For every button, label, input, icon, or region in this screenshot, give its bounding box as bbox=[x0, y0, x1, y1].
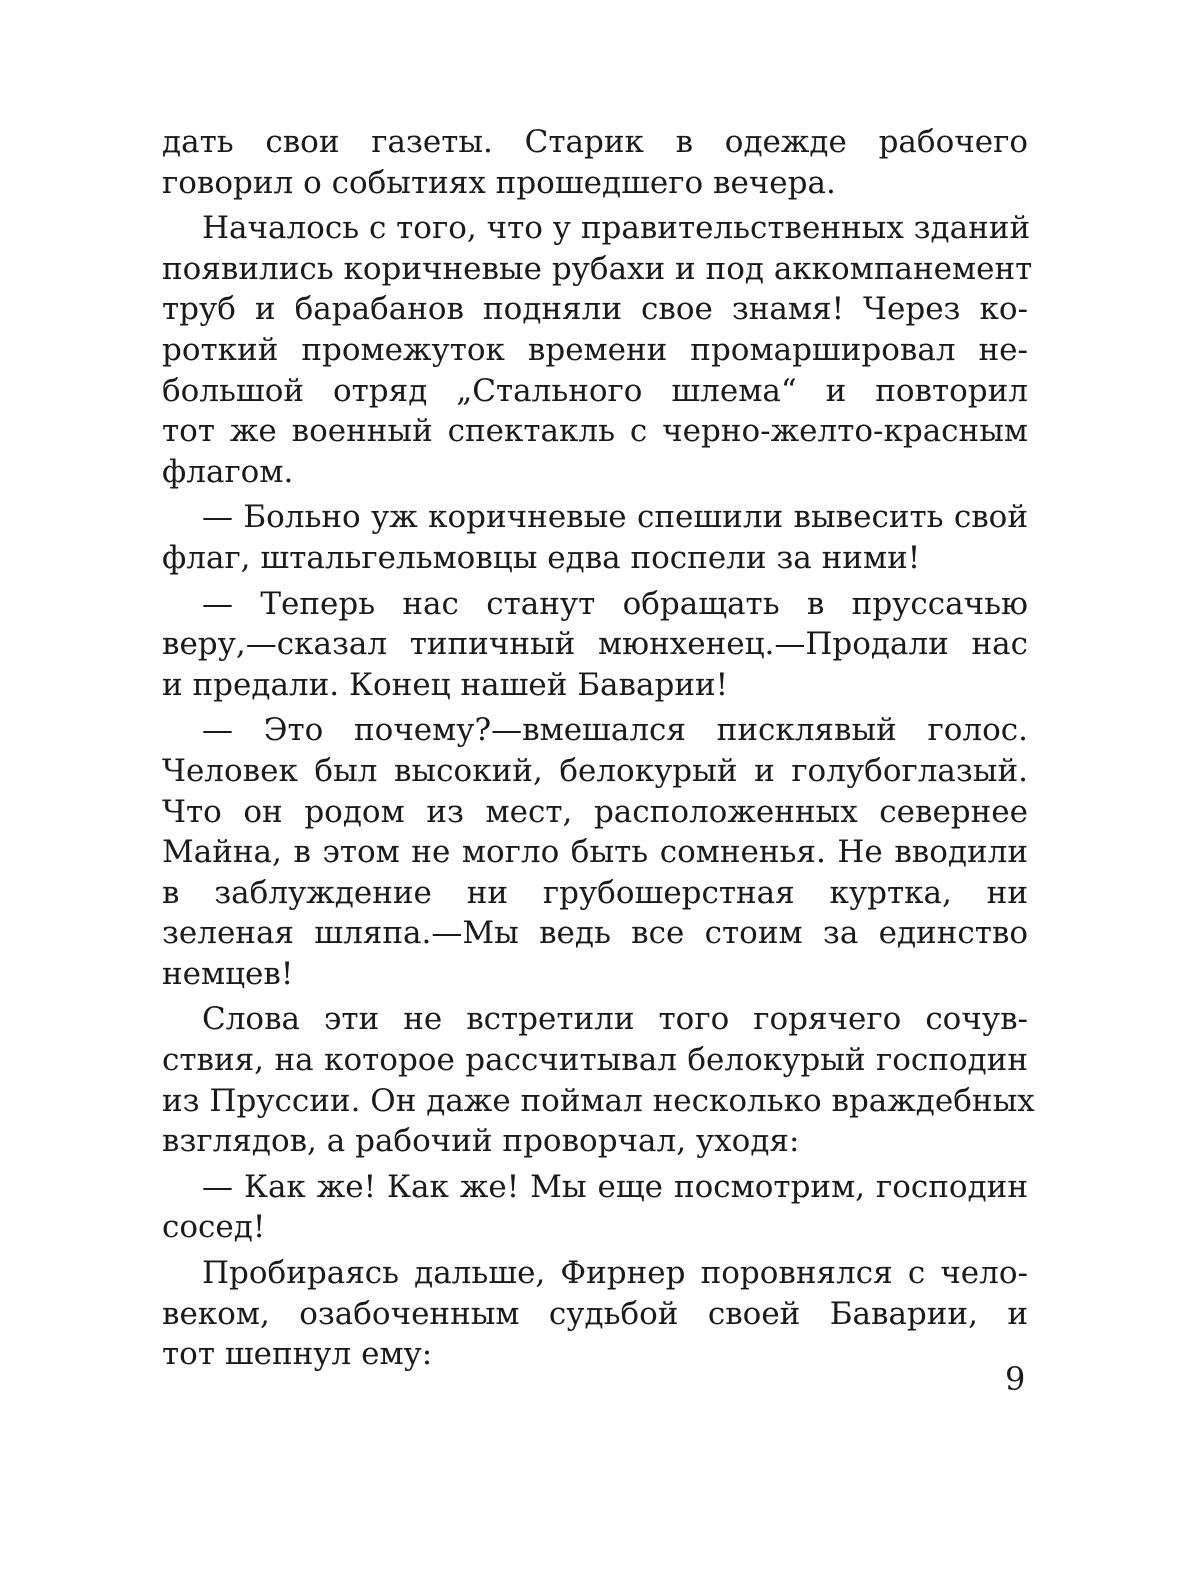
text-line: Что он родом из мест, расположенных севернее bbox=[162, 793, 1028, 830]
text-line: из Пруссии. Он даже поймал несколько враждебных bbox=[162, 1082, 1035, 1119]
text-line: веком, озабоченным судьбой своей Баварии, и bbox=[162, 1295, 1028, 1332]
text-line: в заблуждение ни грубошерстная куртка, ни bbox=[162, 874, 1028, 911]
text-line: взглядов, а рабочий проворчал, уходя: bbox=[162, 1123, 800, 1160]
text-line: немцев! bbox=[162, 955, 294, 992]
text-line: большой отряд „Стального шлема“ и повторил bbox=[162, 372, 1028, 409]
text-line: Слова эти не встретили того горячего сочув- bbox=[202, 1001, 1028, 1038]
text-line: Пробираясь дальше, Фирнер поровнялся с чело- bbox=[202, 1255, 1028, 1292]
text-line: флаг, штальгельмовцы едва поспели за ними! bbox=[162, 539, 921, 576]
text-line: — Это почему?—вмешался писклявый голос. bbox=[202, 712, 1028, 749]
text-line: ствия, на которое рассчитывал белокурый господин bbox=[162, 1042, 1028, 1079]
paragraph bbox=[162, 208, 1033, 492]
paragraph bbox=[162, 1253, 1028, 1375]
text-line: — Больно уж коричневые спешили вывесить свой bbox=[202, 499, 1028, 536]
text-line: и предали. Конец нашей Баварии! bbox=[162, 666, 729, 703]
text-line: флагом. bbox=[162, 453, 294, 490]
text-line: Майна, в этом не могло быть сомненья. Не вводили bbox=[162, 834, 1028, 871]
text-line: — Как же! Как же! Мы еще посмотрим, господин bbox=[202, 1168, 1028, 1205]
paragraph bbox=[162, 710, 1028, 994]
paragraph bbox=[162, 122, 1028, 203]
body-text bbox=[162, 122, 1035, 1375]
text-line: говорил о событиях прошедшего вечера. bbox=[162, 164, 836, 201]
paragraph bbox=[162, 584, 1028, 706]
paragraph bbox=[162, 1167, 1028, 1248]
paragraph bbox=[162, 497, 1028, 578]
text-line: веру,—сказал типичный мюнхенец.—Продали нас bbox=[162, 626, 1028, 663]
text-line: — Теперь нас станут обращать в пруссачью bbox=[202, 585, 1028, 622]
page-number: 9 bbox=[1005, 1360, 1026, 1398]
text-line: появились коричневые рубахи и под аккомпанемент bbox=[162, 250, 1033, 287]
text-line: тот же военный спектакль с черно-желто-красным bbox=[162, 413, 1028, 450]
text-line: дать свои газеты. Старик в одежде рабочего bbox=[162, 124, 1028, 160]
text-line: Человек был высокий, белокурый и голубоглазый. bbox=[162, 752, 1028, 789]
paragraph bbox=[162, 999, 1035, 1161]
text-line: труб и барабанов подняли свое знамя! Через ко- bbox=[162, 291, 1028, 328]
text-line: сосед! bbox=[162, 1209, 266, 1246]
text-line: зеленая шляпа.—Мы ведь все стоим за единство bbox=[162, 915, 1028, 952]
text-line: тот шепнул ему: bbox=[162, 1336, 433, 1373]
text-line: роткий промежуток времени промаршировал не- bbox=[162, 331, 1028, 368]
text-line: Началось с того, что у правительственных зданий bbox=[202, 210, 1031, 247]
